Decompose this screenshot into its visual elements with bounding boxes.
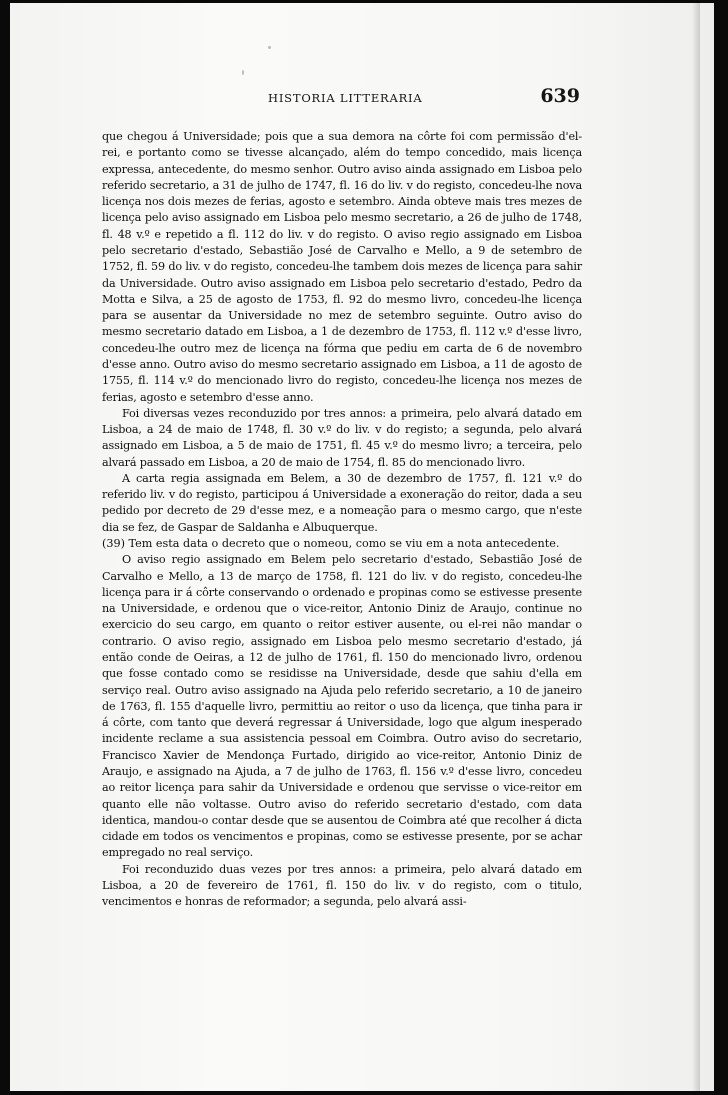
paper-speck <box>242 70 244 75</box>
paragraph: Foi reconduzido duas vezes por tres annos: a primeira, pelo alvará datado em Lisboa, a 20 de fevereiro de 1761, fl. 150 do liv. v do registo, com o titulo, vencimentos e honras de reformador; a segunda, pelo alvará assi- <box>102 862 582 909</box>
page-number: 639 <box>540 85 580 107</box>
paragraph: A carta regia assignada em Belem, a 30 de dezembro de 1757, fl. 121 v.º do referido liv. v do registo, participou á Universidade a exoneração do reitor, dada a seu pedido por decreto de 29 d'esse mez, e a nomeação para o mesmo cargo, que n'este dia se fez, de Gaspar de Saldanha e Albuquerque. <box>102 471 582 534</box>
paragraph: que chegou á Universidade; pois que a sua demora na côrte foi com permissão d'el-rei, e portanto como se tivesse alcançado, além do tempo concedido, mais licença expressa, antecedente, do mesmo senhor. Outro aviso ainda assignado em Lisboa pelo referido secretario, a 31 de julho de 1747, fl. 16 do liv. v do registo, concedeu-lhe nova licença nos dois mezes de ferias, agosto e setembro. Ainda obteve mais tres mezes de licença pelo aviso assignado em Lisboa pelo mesmo secretario, a 26 de julho de 1748, fl. 48 v.º e repetido a fl. 112 do liv. v do registo. O aviso regio assignado em Lisboa pelo secretario d'estado, Sebastião José de Carvalho e Mello, a 9 de setembro de 1752, fl. 59 do liv. v do registo, concedeu-lhe tambem dois mezes de licença para sahir da Universidade. Outro aviso assignado em Lisboa pelo secretario d'estado, Pedro da Motta e Silva, a 25 de agosto de 1753, fl. 92 do mesmo livro, concedeu-lhe licença para se ausentar da Universidade no mez de setembro seguinte. Outro aviso do mesmo secretario datado em Lisboa, a 1 de dezembro de 1753, fl. 112 v.º d'esse livro, concedeu-lhe outro mez de licença na fórma que pediu em carta de 6 de novembro d'esse anno. Outro aviso do mesmo secretario assignado em Lisboa, a 11 de agosto de 1755, fl. 114 v.º do mencionado livro do registo, concedeu-lhe licença nos mezes de ferias, agosto e setembro d'esse anno. <box>102 130 582 404</box>
page-header <box>100 85 588 109</box>
body-text <box>102 129 582 911</box>
paragraph: Foi diversas vezes reconduzido por tres annos: a primeira, pelo alvará datado em Lisboa, a 24 de maio de 1748, fl. 30 v.º do liv. v do registo; a segunda, pelo alvará assignado em Lisboa, a 5 de maio de 1751, fl. 45 v.º do mesmo livro; a terceira, pelo alvará passado em Lisboa, a 20 de maio de 1754, fl. 85 do mencionado livro. <box>102 406 582 469</box>
paragraph: O aviso regio assignado em Belem pelo secretario d'estado, Sebastião José de Carvalho e Mello, a 13 de março de 1758, fl. 121 do liv. v do registo, concedeu-lhe licença para ir á côrte conservando o ordenado e propinas como se estivesse presente na Universidade, e ordenou que o vice-reitor, Antonio Diniz de Araujo, continue no exercicio do seu cargo, em quanto o reitor estiver ausente, ou el-rei não mandar o contrario. O aviso regio, assignado em Lisboa pelo mesmo secretario d'estado, já então conde de Oeiras, a 12 de julho de 1761, fl. 150 do mencionado livro, ordenou que fosse contado como se residisse na Universidade, desde que sahiu d'ella em serviço real. Outro aviso assignado na Ajuda pelo referido secretario, a 10 de janeiro de 1763, fl. 155 d'aquelle livro, permittiu ao reitor o uso da licença, que tinha para ir á côrte, com tanto que deverá regressar á Universidade, logo que algum inesperado incidente reclame a sua assistencia pessoal em Coimbra. Outro aviso do secretario, Francisco Xavier de Mendonça Furtado, dirigido ao vice-reitor, Antonio Diniz de Araujo, e assignado na Ajuda, a 7 de julho de 1763, fl. 156 v.º d'esse livro, concedeu ao reitor licença para sahir da Universidade e ordenou que servisse o vice-reitor em quanto elle não voltasse. Outro aviso do referido secretario d'estado, com data identica, mandou-o contar desde que se ausentou de Coimbra até que recolher á dicta cidade em todos os vencimentos e propinas, como se estivesse presente, por se achar empregado no real serviço. <box>102 553 582 860</box>
page-gutter-shadow <box>692 3 700 1091</box>
paper-speck <box>268 46 271 49</box>
running-title: HISTORIA LITTERARIA <box>268 91 423 105</box>
footnote-paragraph: (39) Tem esta data o decreto que o nomeou, como se viu em a nota antecedente. <box>102 537 560 551</box>
